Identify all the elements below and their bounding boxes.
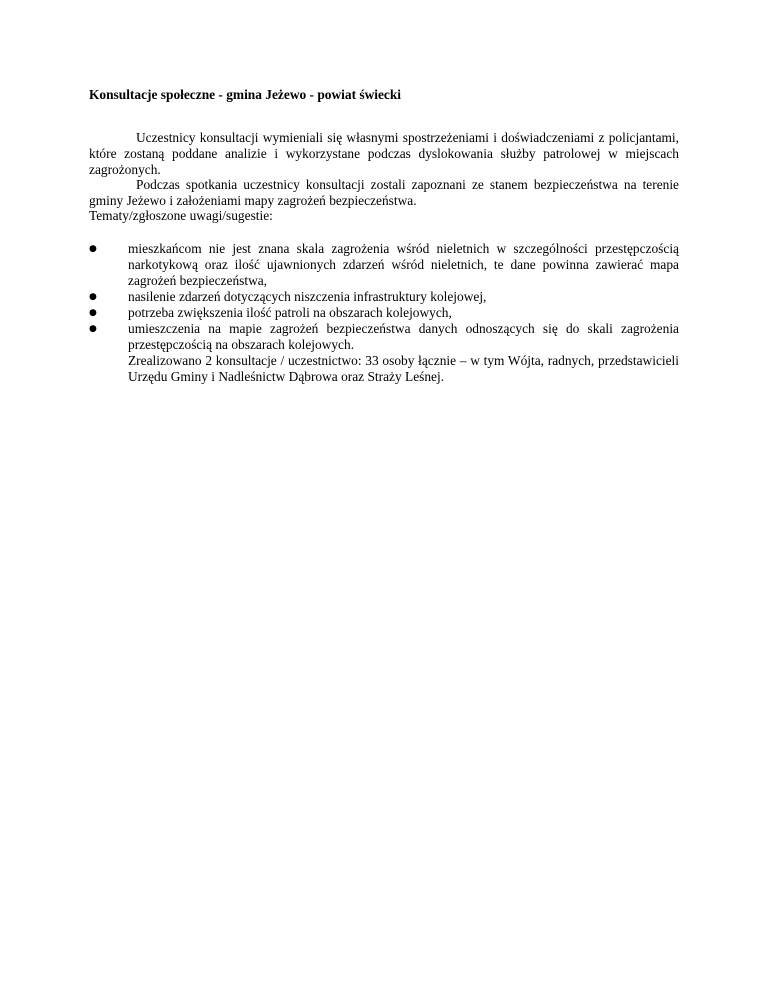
document-title: Konsultacje społeczne - gmina Jeżewo - powiat świecki [89, 87, 402, 102]
list-item [89, 289, 679, 305]
list-item [89, 305, 679, 321]
bullet-icon: ● [89, 244, 97, 254]
bullet-icon: ● [89, 292, 97, 302]
list-item-text: mieszkańcom nie jest znana skala zagrożenia wśród nieletnich w szczególności przestępczością narkotykową oraz ilość ujawnionych zdarzeń wśród nieletnich, te dane powinna zawierać mapa zagrożeń bezpieczeństwa, [128, 241, 679, 288]
list-item-text: umieszczenia na mapie zagrożeń bezpieczeństwa danych odnoszących się do skali zagrożenia przestępczością na obszarach kolejowych. [128, 321, 679, 352]
bullet-icon: ● [89, 308, 97, 318]
list-item [89, 321, 679, 353]
topics-heading: Tematy/zgłoszone uwagi/sugestie: [89, 208, 273, 223]
list-item-text: potrzeba zwiększenia ilość patroli na obszarach kolejowych, [128, 305, 452, 320]
paragraph-meeting-info: Podczas spotkania uczestnicy konsultacji zostali zapoznani ze stanem bezpieczeństwa na terenie gminy Jeżewo i założeniami mapy zagrożeń bezpieczeństwa. [89, 177, 679, 208]
topics-list [89, 241, 679, 353]
bullet-icon: ● [89, 324, 97, 334]
paragraph-consultation-exchange: Uczestnicy konsultacji wymieniali się własnymi spostrzeżeniami i doświadczeniami z policjantami, które zostaną poddane analizie i wykorzystane podczas dyslokowania służby patrolowej w miejscach zagrożonych. [89, 130, 679, 177]
list-item-text: nasilenie zdarzeń dotyczących niszczenia infrastruktury kolejowej, [128, 289, 487, 304]
list-item [89, 241, 679, 289]
summary-paragraph: Zrealizowano 2 konsultacje / uczestnictwo: 33 osoby łącznie – w tym Wójta, radnych, przedstawicieli Urzędu Gminy i Nadleśnictw Dąbrowa oraz Straży Leśnej. [128, 353, 679, 384]
